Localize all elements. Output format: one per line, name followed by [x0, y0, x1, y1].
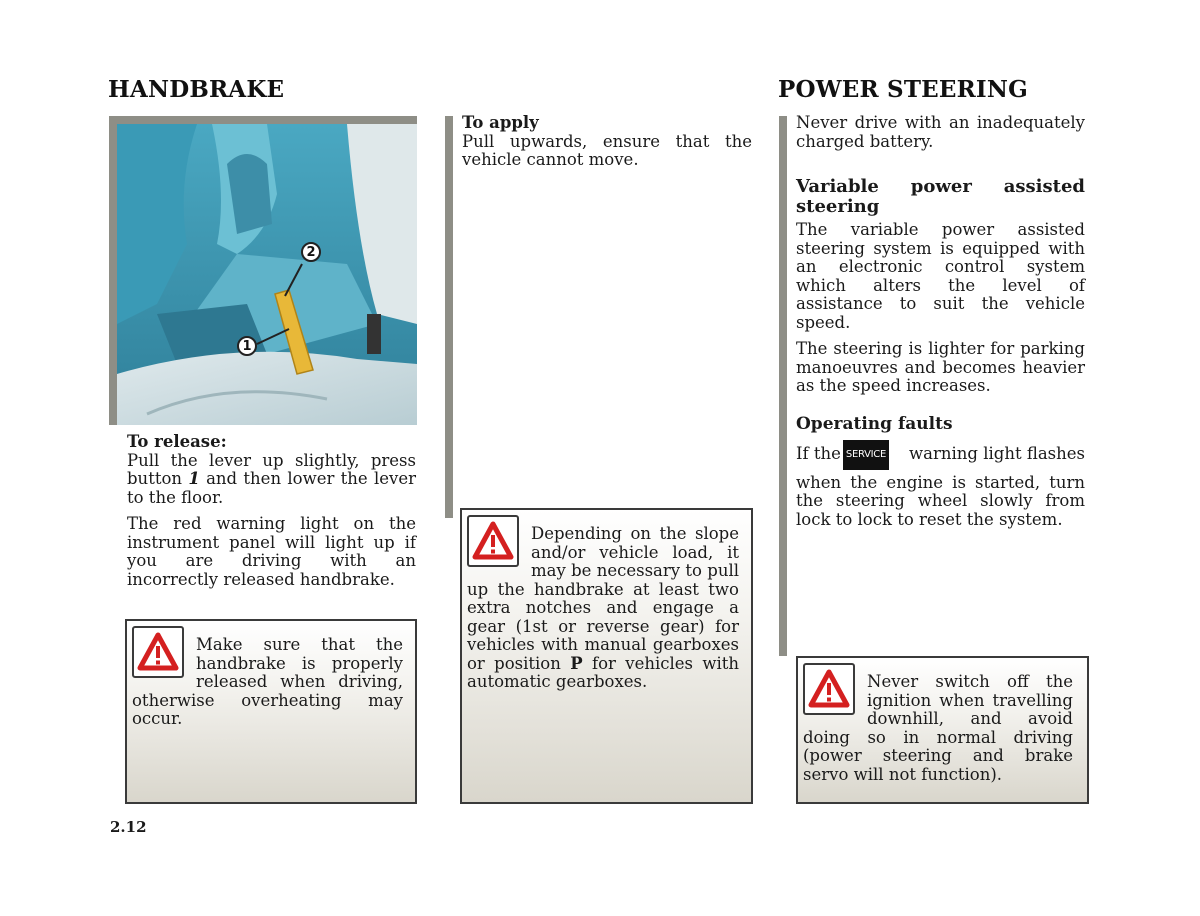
handbrake-photo: [117, 124, 417, 425]
variable-steering-text-2: The steering is lighter for parking manoeuvres and becomes heavier as the speed increases.: [796, 339, 1085, 395]
apply-warning-p: P: [570, 653, 583, 673]
page-number: 2.12: [110, 818, 147, 836]
variable-steering-title: Variable power assisted steering: [796, 176, 1085, 217]
red-light-text: The red warning light on the instrument panel will light up if you are driving with an incorrectly released handbrake.: [127, 514, 416, 589]
handbrake-warning-text: Make sure that the handbrake is properly released when driving, otherwise overheating may occur.: [132, 635, 403, 728]
apply-warning-a: Depending on the slope and/or vehicle load, it may be necessary to pull up the handbrake at least two extra notches and engage a gear (1st or reverse gear) for vehicles with manual gearboxes or position: [467, 524, 739, 673]
callout-2: 2: [301, 242, 321, 262]
warning-triangle-icon: [132, 626, 184, 678]
apply-text: Pull upwards, ensure that the vehicle cannot move.: [462, 131, 752, 169]
column-bar-right: [779, 116, 787, 656]
apply-warning-b: for vehicles with automatic gearboxes.: [467, 653, 739, 691]
release-button-ref: 1: [188, 469, 200, 488]
release-section: [127, 433, 416, 597]
release-text-a: Pull the lever up slightly, press button: [127, 450, 416, 488]
power-steering-warning-text: Never switch off the ignition when travelling downhill, and avoid doing so in normal driving (power steering and brake servo will not function).: [803, 672, 1073, 784]
apply-section: [462, 114, 752, 178]
release-label: To release:: [127, 432, 227, 451]
column-bar-left: [109, 116, 117, 425]
callout-1: 1: [237, 336, 257, 356]
faults-if-text: If the: [796, 444, 841, 464]
photo-top-bar: [109, 116, 417, 124]
power-steering-title: POWER STEERING: [778, 76, 1028, 103]
release-text-b: and then lower the lever to the floor.: [127, 469, 416, 507]
service-light-line: [796, 440, 1085, 470]
column-bar-middle: [445, 116, 453, 518]
faults-flashes-text: warning light flashes: [909, 444, 1085, 464]
power-steering-section: [796, 114, 1085, 537]
warning-triangle-icon: [467, 515, 519, 567]
operating-faults-title: Operating faults: [796, 413, 953, 434]
apply-warning-box: [460, 508, 753, 804]
apply-label: To apply: [462, 113, 539, 132]
faults-text: when the engine is started, turn the steering wheel slowly from lock to lock to reset the system.: [796, 472, 1085, 529]
service-warning-light-icon: SERVICE: [843, 440, 889, 470]
power-steering-warning-box: [796, 656, 1089, 804]
handbrake-warning-box: [125, 619, 417, 804]
variable-steering-text-1: The variable power assisted steering system is equipped with an electronic control system which alters the level of assistance to suit the vehicle speed.: [796, 220, 1085, 332]
warning-triangle-icon: [803, 663, 855, 715]
handbrake-title: HANDBRAKE: [108, 76, 285, 103]
battery-text: Never drive with an inadequately charged battery.: [796, 113, 1085, 151]
handbrake-photo-illustration: [117, 124, 417, 425]
